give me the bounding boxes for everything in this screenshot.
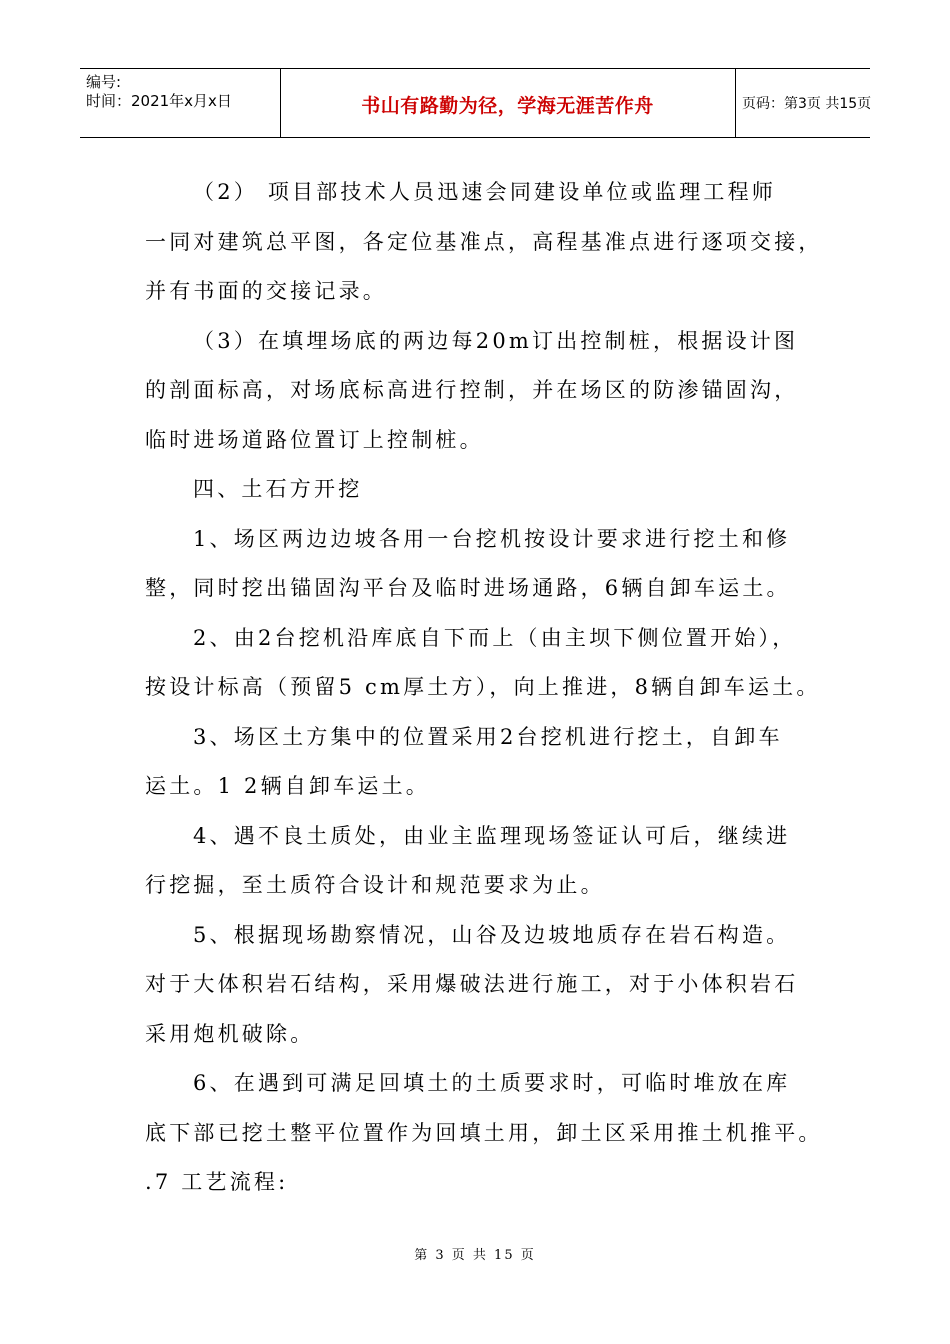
page-code: 页码：第3页 共15页 (742, 96, 872, 112)
text-line: 底下部已挖土整平位置作为回填土用，卸土区采用推土机推平。 (145, 1120, 823, 1145)
text-line: 的剖面标高，对场底标高进行控制，并在场区的防渗锚固沟， (145, 378, 799, 402)
page-header (80, 68, 870, 138)
text-line: 对于大体积岩石结构，采用爆破法进行施工，对于小体积岩石 (145, 972, 799, 996)
text-line: 采用炮机破除。 (145, 1021, 315, 1046)
text-line: 整，同时挖出锚固沟平台及临时进场通路，6辆自卸车运土。 (145, 576, 791, 600)
text-line: .7 工艺流程: (145, 1170, 289, 1194)
date-label: 时间：2021年x月x日 (86, 92, 232, 110)
text-line: 运土。1 2辆自卸车运土。 (145, 774, 430, 798)
text-line: 2、由2台挖机沿库底自下而上（由主坝下侧位置开始）， (193, 625, 797, 650)
text-line: 四、土石方开挖 (193, 477, 363, 501)
page-footer: 第 3 页 共 15 页 (414, 1248, 536, 1263)
text-line: 5、根据现场勘察情况，山谷及边坡地质存在岩石构造。 (193, 922, 791, 947)
text-line: 3、场区土方集中的位置采用2台挖机进行挖土，自卸车 (193, 724, 783, 749)
text-line: 按设计标高（预留5 cm厚土方），向上推进，8辆自卸车运土。 (145, 675, 821, 699)
text-line: 并有书面的交接记录。 (145, 279, 387, 303)
body-paragraphs (145, 168, 845, 1208)
text-line: 一同对建筑总平图，各定位基准点，高程基准点进行逐项交接， (145, 229, 823, 254)
text-line: 6、在遇到可满足回填土的土质要求时，可临时堆放在库 (193, 1071, 791, 1095)
header-motto-cell (280, 69, 736, 137)
motto-text: 书山有路勤为径，学海无涯苦作舟 (361, 95, 654, 117)
number-label: 编号: (86, 73, 122, 91)
text-line: 1、场区两边边坡各用一台挖机按设计要求进行挖土和修 (193, 526, 791, 551)
text-line: （3）在填埋场底的两边每20m订出控制桩，根据设计图 (193, 328, 799, 353)
text-line: 4、遇不良土质处，由业主监理现场签证认可后，继续进 (193, 823, 791, 848)
text-line: （2） 项目部技术人员迅速会同建设单位或监理工程师 (193, 180, 777, 204)
text-line: 行挖掘，至土质符合设计和规范要求为止。 (145, 873, 605, 897)
header-page-cell (736, 69, 870, 137)
text-line: 临时进场道路位置订上控制桩。 (145, 427, 484, 452)
header-info-cell (80, 69, 281, 137)
document-body (145, 168, 845, 1208)
